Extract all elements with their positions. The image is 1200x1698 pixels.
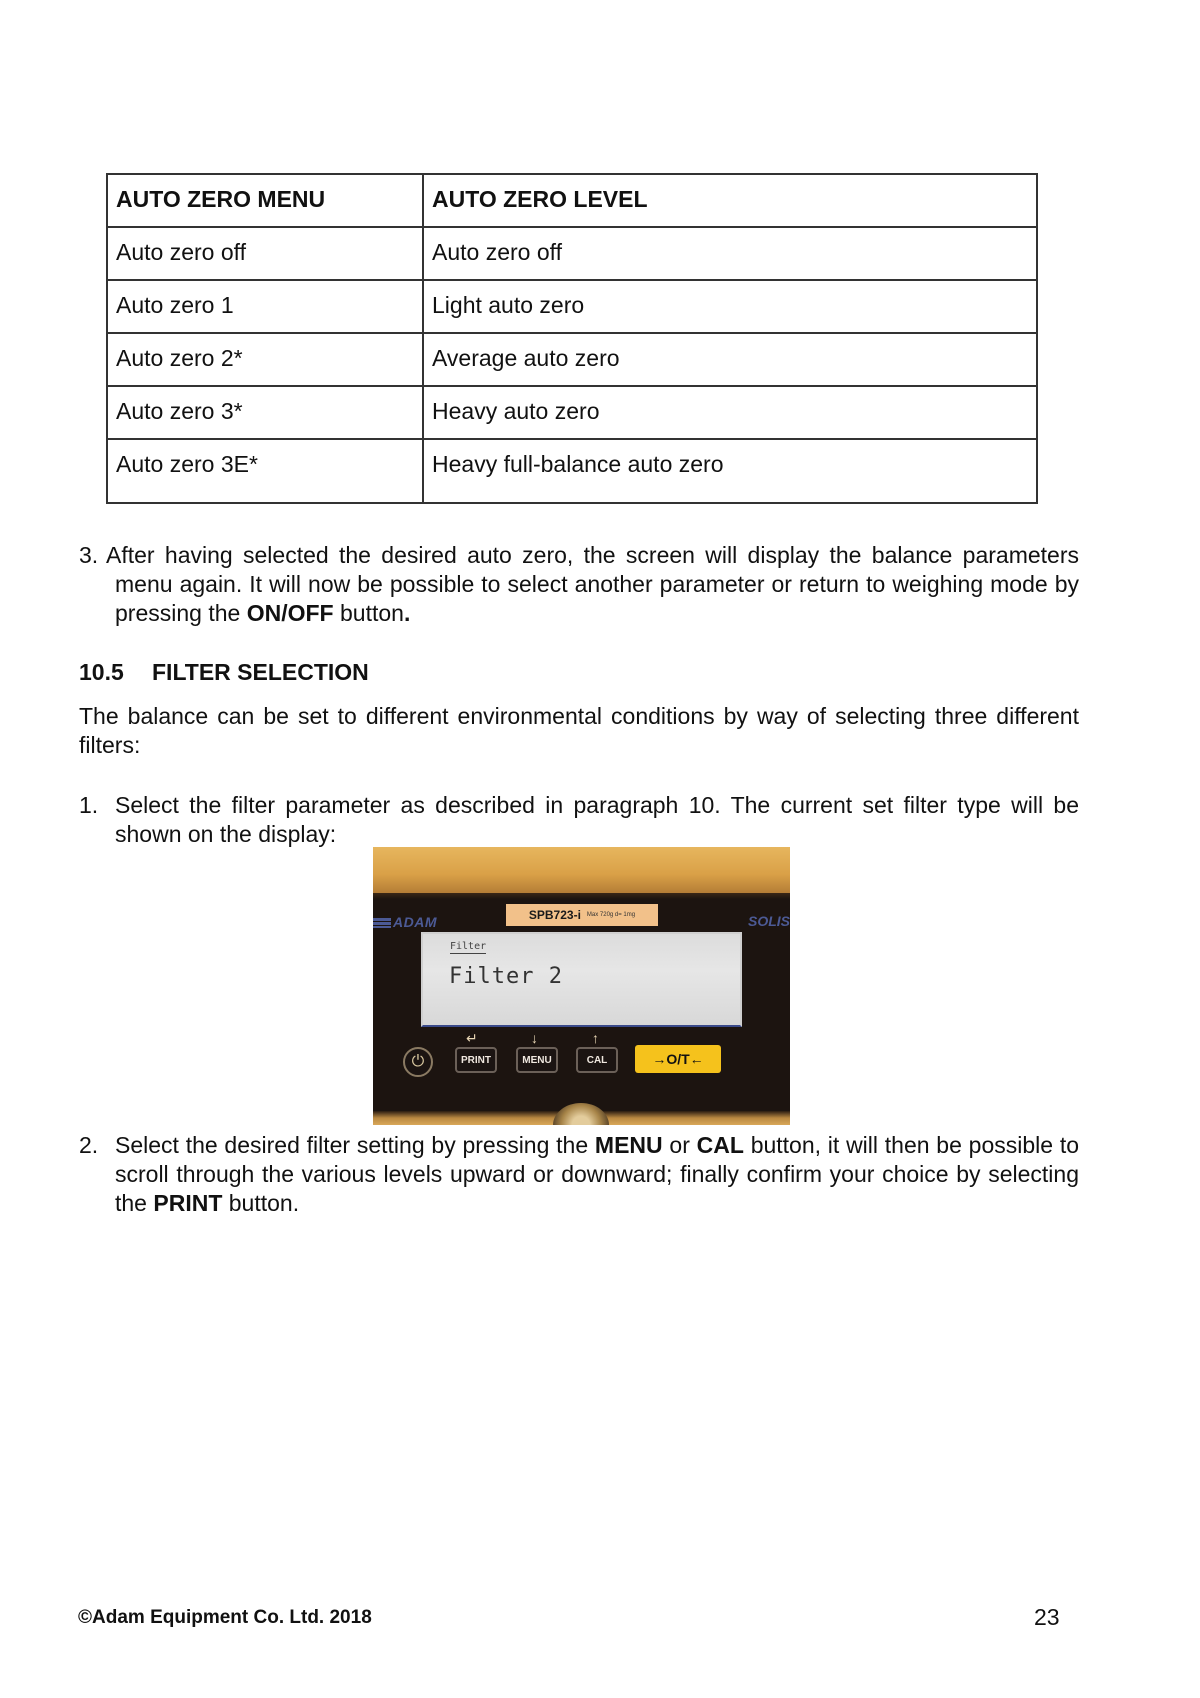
housing-top — [373, 847, 790, 893]
housing-shadow — [373, 893, 790, 899]
step-bold-cal: CAL — [696, 1132, 744, 1158]
power-button — [403, 1047, 433, 1077]
table-row — [107, 227, 1037, 280]
balance-display-photo — [373, 847, 790, 1125]
step-text: After having selected the desired auto zero, the screen will display the balance parameters menu again. It will now be possible to select another parameter or return to weighing mode by pressing the — [106, 542, 1079, 626]
step-number: 3. — [79, 542, 99, 568]
table-cell-menu: Auto zero 3* — [107, 386, 423, 439]
leveling-bubble-icon — [553, 1103, 609, 1125]
filter-step-2 — [79, 1131, 1079, 1218]
brand-logo-adam — [373, 914, 437, 930]
table-cell-level: Average auto zero — [423, 333, 1037, 386]
table-cell-menu: Auto zero off — [107, 227, 423, 280]
brand-logo-solis: SOLIS — [747, 913, 790, 929]
step-bold-print: PRINT — [153, 1190, 223, 1216]
section-heading — [79, 659, 369, 686]
model-label — [506, 904, 658, 926]
up-arrow-icon: ↑ — [592, 1030, 599, 1046]
adam-logo-icon — [373, 918, 391, 928]
step-text: Select the filter parameter as described in paragraph 10. The current set filter type will be shown on the display: — [115, 792, 1079, 847]
model-name: SPB723-i — [528, 908, 581, 922]
step-number: 1. — [79, 792, 99, 818]
model-spec: Max 720g d= 1mg — [586, 912, 636, 918]
table-cell-level: Heavy full-balance auto zero — [423, 439, 1037, 503]
step-bold-onoff: ON/OFF — [246, 600, 334, 626]
step-text: Select the desired filter setting by pressing the — [115, 1132, 595, 1158]
table-cell-menu: Auto zero 2* — [107, 333, 423, 386]
cal-button: CAL — [576, 1047, 618, 1073]
zero-tare-button: →O/T← — [635, 1045, 721, 1073]
table-header-level: AUTO ZERO LEVEL — [423, 174, 1037, 227]
table-cell-menu: Auto zero 3E* — [107, 439, 423, 503]
table-header-menu: AUTO ZERO MENU — [107, 174, 423, 227]
table-cell-level: Heavy auto zero — [423, 386, 1037, 439]
page-number: 23 — [1034, 1604, 1060, 1630]
menu-button: MENU — [516, 1047, 558, 1073]
step-text: button, it will then be possible to scroll through the various levels upward or downward; finally confirm your choice by selecting the — [115, 1132, 1080, 1216]
print-button: PRINT — [455, 1047, 497, 1073]
footer-copyright: ©Adam Equipment Co. Ltd. 2018 — [78, 1607, 372, 1628]
section-intro: The balance can be set to different environmental conditions by way of selecting three different filters: — [79, 703, 1079, 758]
table-header-row — [107, 174, 1037, 227]
power-icon: ⏻ — [411, 1053, 425, 1070]
step-bold-menu: MENU — [594, 1132, 663, 1158]
table-cell-level: Light auto zero — [423, 280, 1037, 333]
lcd-value: Filter 2 — [449, 964, 563, 989]
step-bold-period: . — [403, 600, 411, 626]
enter-arrow-icon: ↵ — [466, 1030, 478, 1046]
step-text: button — [333, 600, 404, 626]
table-row — [107, 280, 1037, 333]
step-3-paragraph — [79, 541, 1079, 628]
lcd-screen — [421, 932, 742, 1027]
brand-left-text: ADAM — [393, 914, 437, 930]
down-arrow-icon: ↓ — [531, 1030, 538, 1046]
table-row — [107, 439, 1037, 503]
step-number: 2. — [79, 1132, 99, 1158]
table-row — [107, 386, 1037, 439]
step-text: button. — [222, 1190, 300, 1216]
lcd-title: Filter — [450, 941, 487, 952]
step-text: or — [662, 1132, 697, 1158]
section-number: 10.5 — [79, 659, 124, 685]
table-row — [107, 333, 1037, 386]
filter-step-1 — [79, 791, 1079, 849]
table-cell-menu: Auto zero 1 — [107, 280, 423, 333]
section-title: FILTER SELECTION — [152, 659, 369, 685]
table-cell-level: Auto zero off — [423, 227, 1037, 280]
auto-zero-table — [106, 173, 1038, 504]
